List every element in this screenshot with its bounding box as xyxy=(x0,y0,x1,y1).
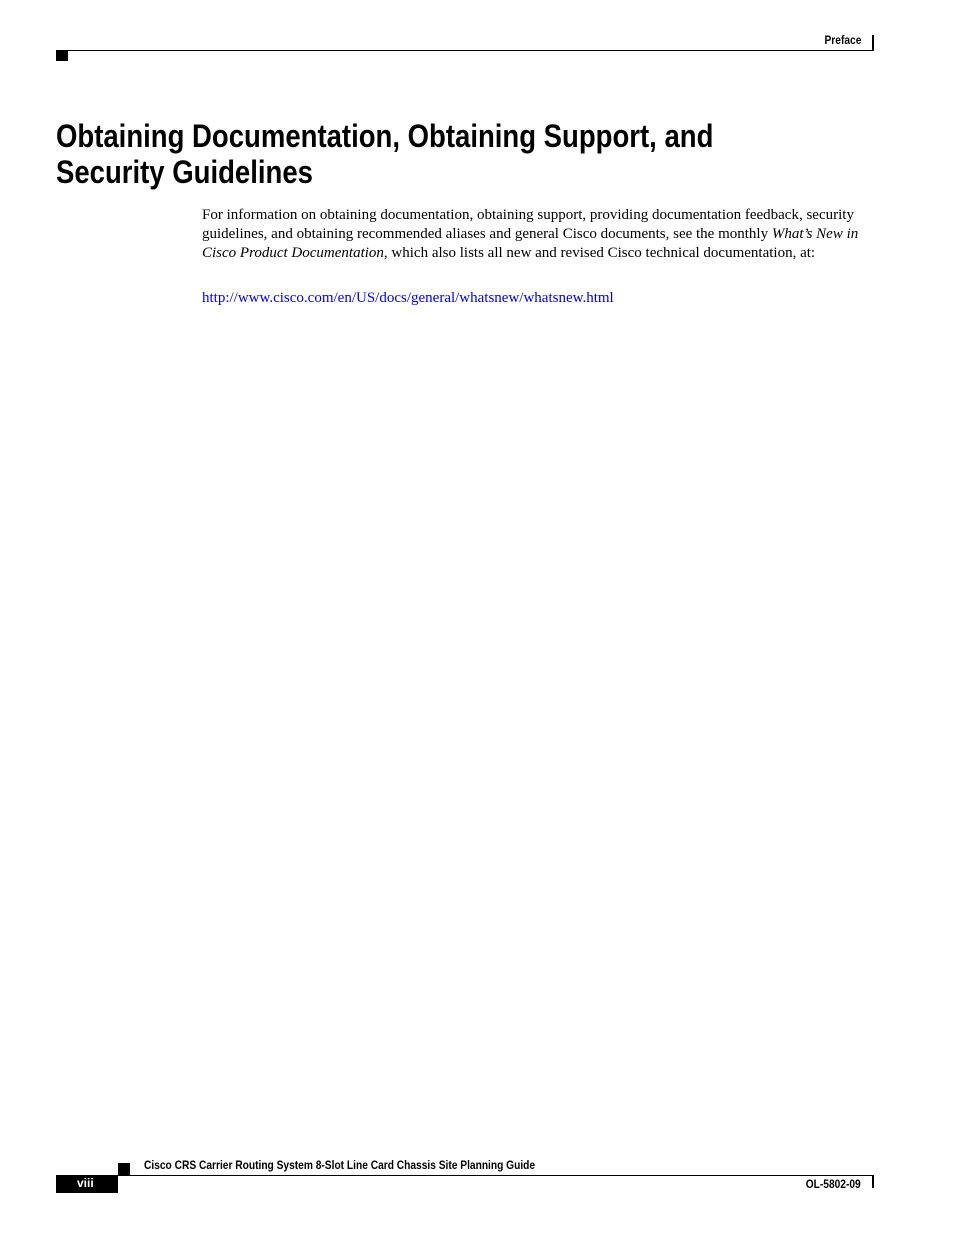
doc-number: OL-5802-09 xyxy=(806,1177,861,1191)
page-title: Obtaining Documentation, Obtaining Support, and Security Guidelines xyxy=(56,118,714,190)
page-number: viii xyxy=(77,1176,94,1190)
footer-rule xyxy=(118,1175,874,1176)
header-rule xyxy=(56,50,874,51)
footer-corner-block xyxy=(118,1163,130,1175)
paragraph-text-end: , which also lists all new and revised Cisco technical documentation, at: xyxy=(383,245,816,261)
footer-doc-title: Cisco CRS Carrier Routing System 8-Slot Line Card Chassis Site Planning Guide xyxy=(144,1158,536,1172)
paragraph-italic-title: What’s New in Cisco Product Documentation xyxy=(202,226,859,261)
whatsnew-link[interactable]: http://www.cisco.com/en/US/docs/general/whatsnew/whatsnew.html xyxy=(202,290,614,306)
header-tick-mark xyxy=(872,35,874,51)
header-section-label: Preface xyxy=(824,33,861,47)
paragraph-text-start: For information on obtaining documentation, obtaining support, providing documentation feedback, security guidelines, and obtaining recommended aliases and general Cisco documents, see the monthly xyxy=(202,207,854,242)
header-corner-block xyxy=(56,51,68,61)
footer-tick-mark xyxy=(872,1175,874,1188)
body-paragraph xyxy=(202,206,882,263)
